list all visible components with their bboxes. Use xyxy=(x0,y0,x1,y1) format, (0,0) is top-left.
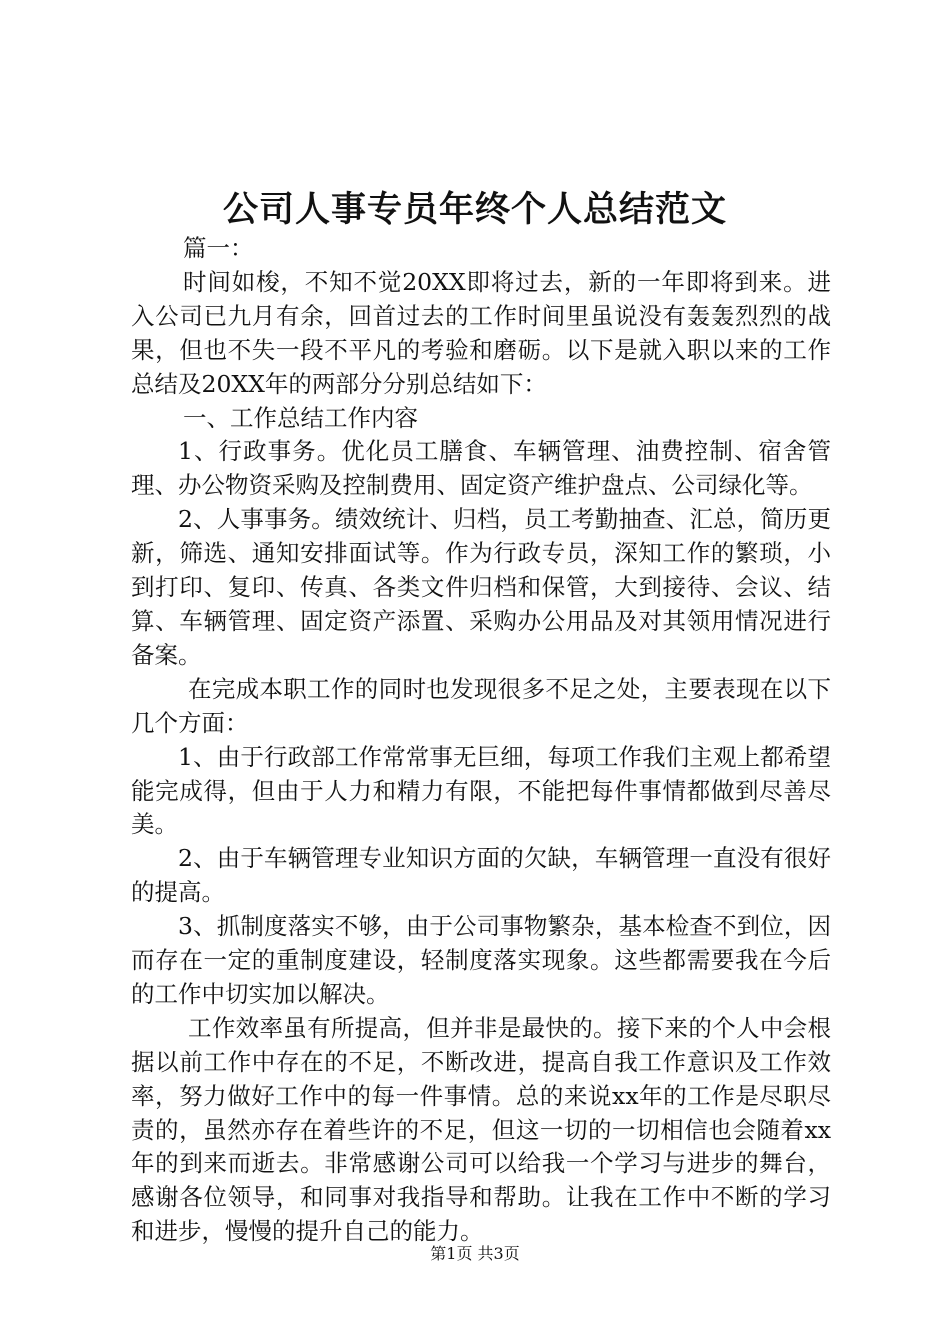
page-footer: 第1页 共3页 xyxy=(430,1244,520,1263)
list-item: 2、人事事务。绩效统计、归档，员工考勤抽查、汇总，简历更新，筛选、通知安排面试等。作为行政专员，深知工作的繁琐，小到打印、复印、传真、各类文件归档和保管，大到接待、会议、结算、车辆管理、固定资产添置、采购办公用品及对其领用情况进行备案。 xyxy=(131,505,831,669)
document-body xyxy=(131,232,831,1249)
list-item: 2、由于车辆管理专业知识方面的欠缺，车辆管理一直没有很好的提高。 xyxy=(131,844,831,907)
paragraph: 时间如梭，不知不觉20XX即将过去，新的一年即将到来。进入公司已九月有余，回首过去的工作时间里虽说没有轰轰烈烈的战果，但也不失一段不平凡的考验和磨砺。以下是就入职以来的工作总结及20XX年的两部分分别总结如下： xyxy=(131,267,831,398)
section-heading: 一、工作总结工作内容 xyxy=(183,403,418,432)
document-title: 公司人事专员年终个人总结范文 xyxy=(222,190,727,230)
paragraph: 在完成本职工作的同时也发现很多不足之处，主要表现在以下几个方面： xyxy=(131,674,831,737)
section-label: 篇一： xyxy=(183,234,254,262)
list-item: 3、抓制度落实不够，由于公司事物繁杂，基本检查不到位，因而存在一定的重制度建设，轻制度落实现象。这些都需要我在今后的工作中切实加以解决。 xyxy=(131,912,831,1008)
list-item: 1、由于行政部工作常常事无巨细，每项工作我们主观上都希望能完成得，但由于人力和精力有限，不能把每件事情都做到尽善尽美。 xyxy=(131,742,831,839)
paragraph: 工作效率虽有所提高，但并非是最快的。接下来的个人中会根据以前工作中存在的不足，不断改进，提高自我工作意识及工作效率，努力做好工作中的每一件事情。总的来说xx年的工作是尽职尽责的，虽然亦存在着些许的不足，但这一切的一切相信也会随着xx年的到来而逝去。非常感谢公司可以给我一个学习与进步的舞台，感谢各位领导，和同事对我指导和帮助。让我在工作中不断的学习和进步，慢慢的提升自己的能力。 xyxy=(131,1013,831,1246)
list-item: 1、行政事务。优化员工膳食、车辆管理、油费控制、宿舍管理、办公物资采购及控制费用、固定资产维护盘点、公司绿化等。 xyxy=(131,437,831,500)
